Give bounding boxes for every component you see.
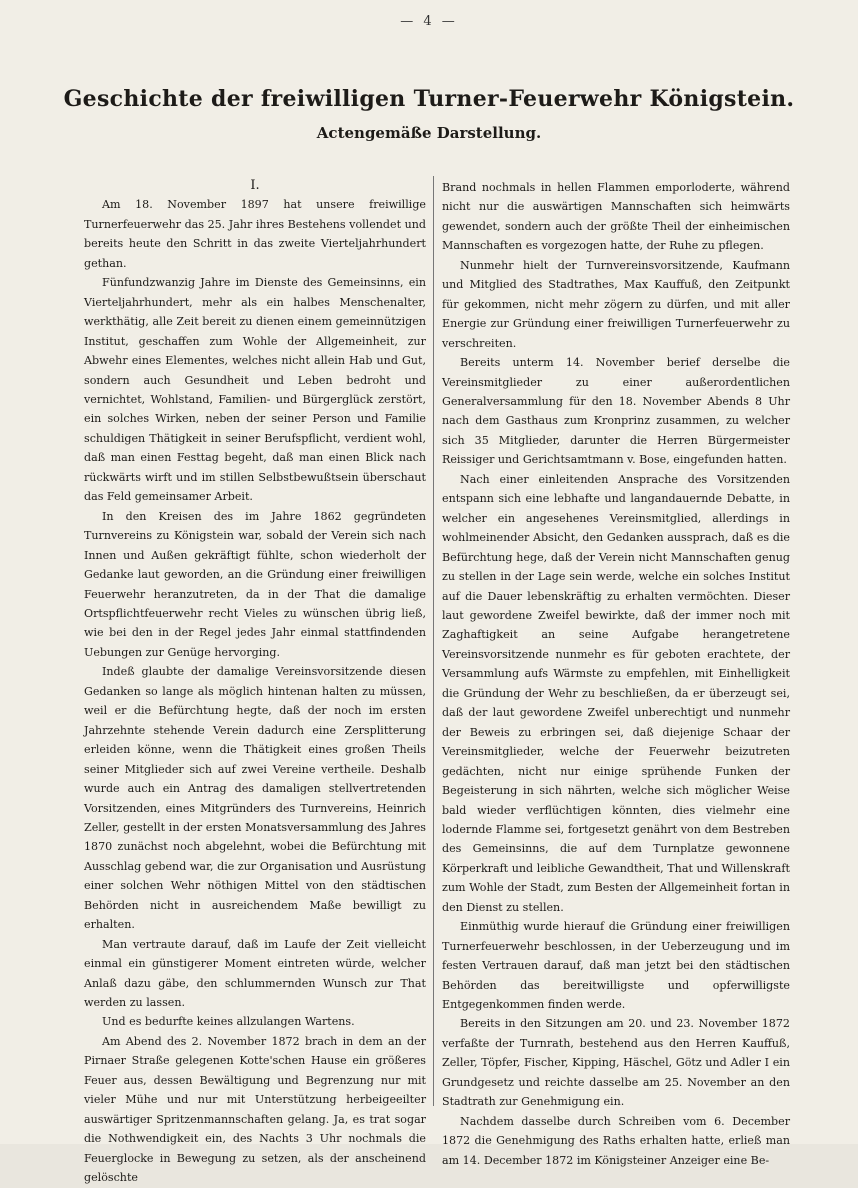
right-column (442, 178, 790, 1167)
paragraph: Bereits in den Sitzungen am 20. und 23. November 1872 verfaßte der Turnrath, bestehend aus den Herren Kauffuß, Zeller, Töpfer, Fischer, Kipping, Häschel, Götz und Adler I ein Grundgesetz und reichte dasselbe am 25. November an den Stadtrath zur Genehmigung ein. (442, 1017, 790, 1109)
paragraph: Nunmehr hielt der Turnvereinsvorsitzende, Kaufmann und Mitglied des Stadtrathes, Max Kauffuß, den Zeitpunkt für gekommen, nicht mehr zögern zu dürfen, und mit aller Energie zur Gründung einer freiwilligen Turnerfeuerwehr zu verschreiten. (442, 258, 790, 350)
page-title: Geschichte der freiwilligen Turner-Feuerwehr Königstein. (63, 86, 795, 112)
paragraph: Indeß glaubte der damalige Vereinsvorsitzende diesen Gedanken so lange als möglich hintenan halten zu müssen, weil er die Befürchtung hegte, daß der noch im ersten Jahrzehnte stehende Verein dadurch eine Zersplitterung erleiden könne, wenn die Thätigkeit eines großen Theils seiner Mitglieder sich auf zwei Vereine vertheile. Deshalb wurde auch ein Antrag des damaligen stellvertretenden Vorsitzenden, eines Mitgründers des Turnvereins, Heinrich Zeller, gestellt in der ersten Monatsversammlung des Jahres 1870 zunächst noch abgelehnt, wobei die Befürchtung mit Ausschlag gebend war, die zur Organisation und Ausrüstung einer solchen Wehr nöthigen Mittel von den städtischen Behörden nicht in ausreichendem Maße bewilligt zu erhalten. (84, 665, 426, 932)
paragraph: Brand nochmals in hellen Flammen emporloderte, während nicht nur die auswärtigen Mannschaften sich heimwärts gewendet, sondern auch der größte Theil der einheimischen Mannschaften es vorgezogen hatte, der Ruhe zu pflegen. (442, 181, 790, 253)
paragraph: Einmüthig wurde hierauf die Gründung einer freiwilligen Turnerfeuerwehr beschlossen, in der Ueberzeugung und im festen Vertrauen darauf, daß man jetzt bei den städtischen Behörden das bereitwilligste und opferwilligste Entgegenkommen finden werde. (442, 920, 790, 1012)
left-column (84, 176, 426, 1185)
paragraph: Und es bedurfte keines allzulangen Wartens. (102, 1015, 355, 1029)
page-number: — 4 — (400, 14, 458, 29)
paragraph: Fünfundzwanzig Jahre im Dienste des Gemeinsinns, ein Vierteljahrhundert, mehr als ein halbes Menschenalter, werkthätig, alle Zeit bereit zu dienen einem gemeinnützigen Institut, geschaffen zum Wohle der Allgemeinheit, zur Abwehr eines Elementes, welches nicht allein Hab und Gut, sondern auch Gesundheit und Leben bedroht und vernichtet, Wohlstand, Familien- und Bürgerglück zerstört, ein solches Wirken, neben der seiner Person und Familie schuldigen Thätigkeit in seiner Berufspflicht, verdient wohl, daß man einen Festtag begeht, daß man einen Blick nach rückwärts wirft und im stillen Selbstbewußtsein überschaut das Feld gemeinsamer Arbeit. (84, 276, 426, 504)
section-number: I. (250, 178, 260, 193)
page-subtitle: Actengemäße Darstellung. (316, 124, 542, 142)
paragraph: Nach einer einleitenden Ansprache des Vorsitzenden entspann sich eine lebhafte und langandauernde Debatte, in welcher ein angesehenes Vereinsmitglied, allerdings in wohlmeinender Absicht, den Gedanken aussprach, daß es die Befürchtung hege, daß der Verein nicht Mannschaften genug zu stellen in der Lage sein werde, welche ein solches Institut auf die Dauer lebenskräftig zu erhalten vermöchten. Dieser laut gewordene Zweifel bewirkte, daß der immer noch mit Zaghaftigkeit an seine Aufgabe herangetretene Vereinsvorsitzende nunmehr es für geboten erachtete, der Versammlung aufs Wärmste zu empfehlen, mit Einhelligkeit die Gründung der Wehr zu beschließen, da er überzeugt sei, daß der laut gewordene Zweifel unberechtigt und nunmehr der Beweis zu erbringen sei, daß diejenige Schaar der Vereinsmitglieder, welche der Feuerwehr beizutreten gedächten, nicht nur einige sprühende Funken der Begeisterung in sich nährten, welche sich möglicher Weise bald wieder verflüchtigen könnten, dies vielmehr eine lodernde Flamme sei, fortgesetzt genährt von dem Bestreben des Gemeinsinns, die auf dem Turnplatze gewonnene Körperkraft und leibliche Gewandtheit, That und Willenskraft zum Wohle der Stadt, zum Besten der Allgemeinheit fortan in den Dienst zu stellen. (442, 472, 790, 914)
paragraph: In den Kreisen des im Jahre 1862 gegründeten Turnvereins zu Königstein war, sobald der Verein sich nach Innen und Außen gekräftigt fühlte, schon wiederholt der Gedanke laut geworden, an die Gründung einer freiwilligen Feuerwehr heranzutreten, da in der That die damalige Ortspflichtfeuerwehr recht Vieles zu wünschen übrig ließ, wie bei den in der Regel jedes Jahr einmal stattfindenden Uebungen zur Genüge hervorging. (84, 509, 426, 659)
paragraph: Am 18. November 1897 hat unsere freiwillige Turnerfeuerwehr das 25. Jahr ihres Bestehens vollendet und bereits heute den Schritt in das zweite Vierteljahrhundert gethan. (84, 198, 426, 270)
paragraph: Nachdem dasselbe durch Schreiben vom 6. December 1872 die Genehmigung des Raths erhalten hatte, erließ man am 14. December 1872 im Königsteiner Anzeiger eine Be- (442, 1114, 790, 1167)
paragraph: Man vertraute darauf, daß im Laufe der Zeit vielleicht einmal ein günstigerer Moment eintreten würde, welcher Anlaß dazu gäbe, den schlummernden Wunsch zur That werden zu lassen. (84, 937, 426, 1010)
paragraph: Bereits unterm 14. November berief derselbe die Vereinsmitglieder zu einer außerordentlichen Generalversammlung für den 18. November Abends 8 Uhr nach dem Gasthaus zum Kronprinz zusammen, zu welcher sich 35 Mitglieder, darunter die Herren Bürgermeister Reissiger und Gerichtsamtmann v. Bose, eingefunden hatten. (442, 356, 790, 467)
paragraph: Am Abend des 2. November 1872 brach in dem an der Pirnaer Straße gelegenen Kotte'schen Hause ein größeres Feuer aus, dessen Bewältigung und Begrenzung nur mit vieler Mühe und nur mit Unterstützung herbeigeeilter auswärtiger Spritzenmannschaften gelang. Ja, es trat sogar die Nothwendigkeit ein, des Nachts 3 Uhr nochmals die Feuerglocke in Bewegung zu setzen, als der anscheinend gelöschte (84, 1034, 426, 1185)
column-divider (433, 176, 434, 1106)
